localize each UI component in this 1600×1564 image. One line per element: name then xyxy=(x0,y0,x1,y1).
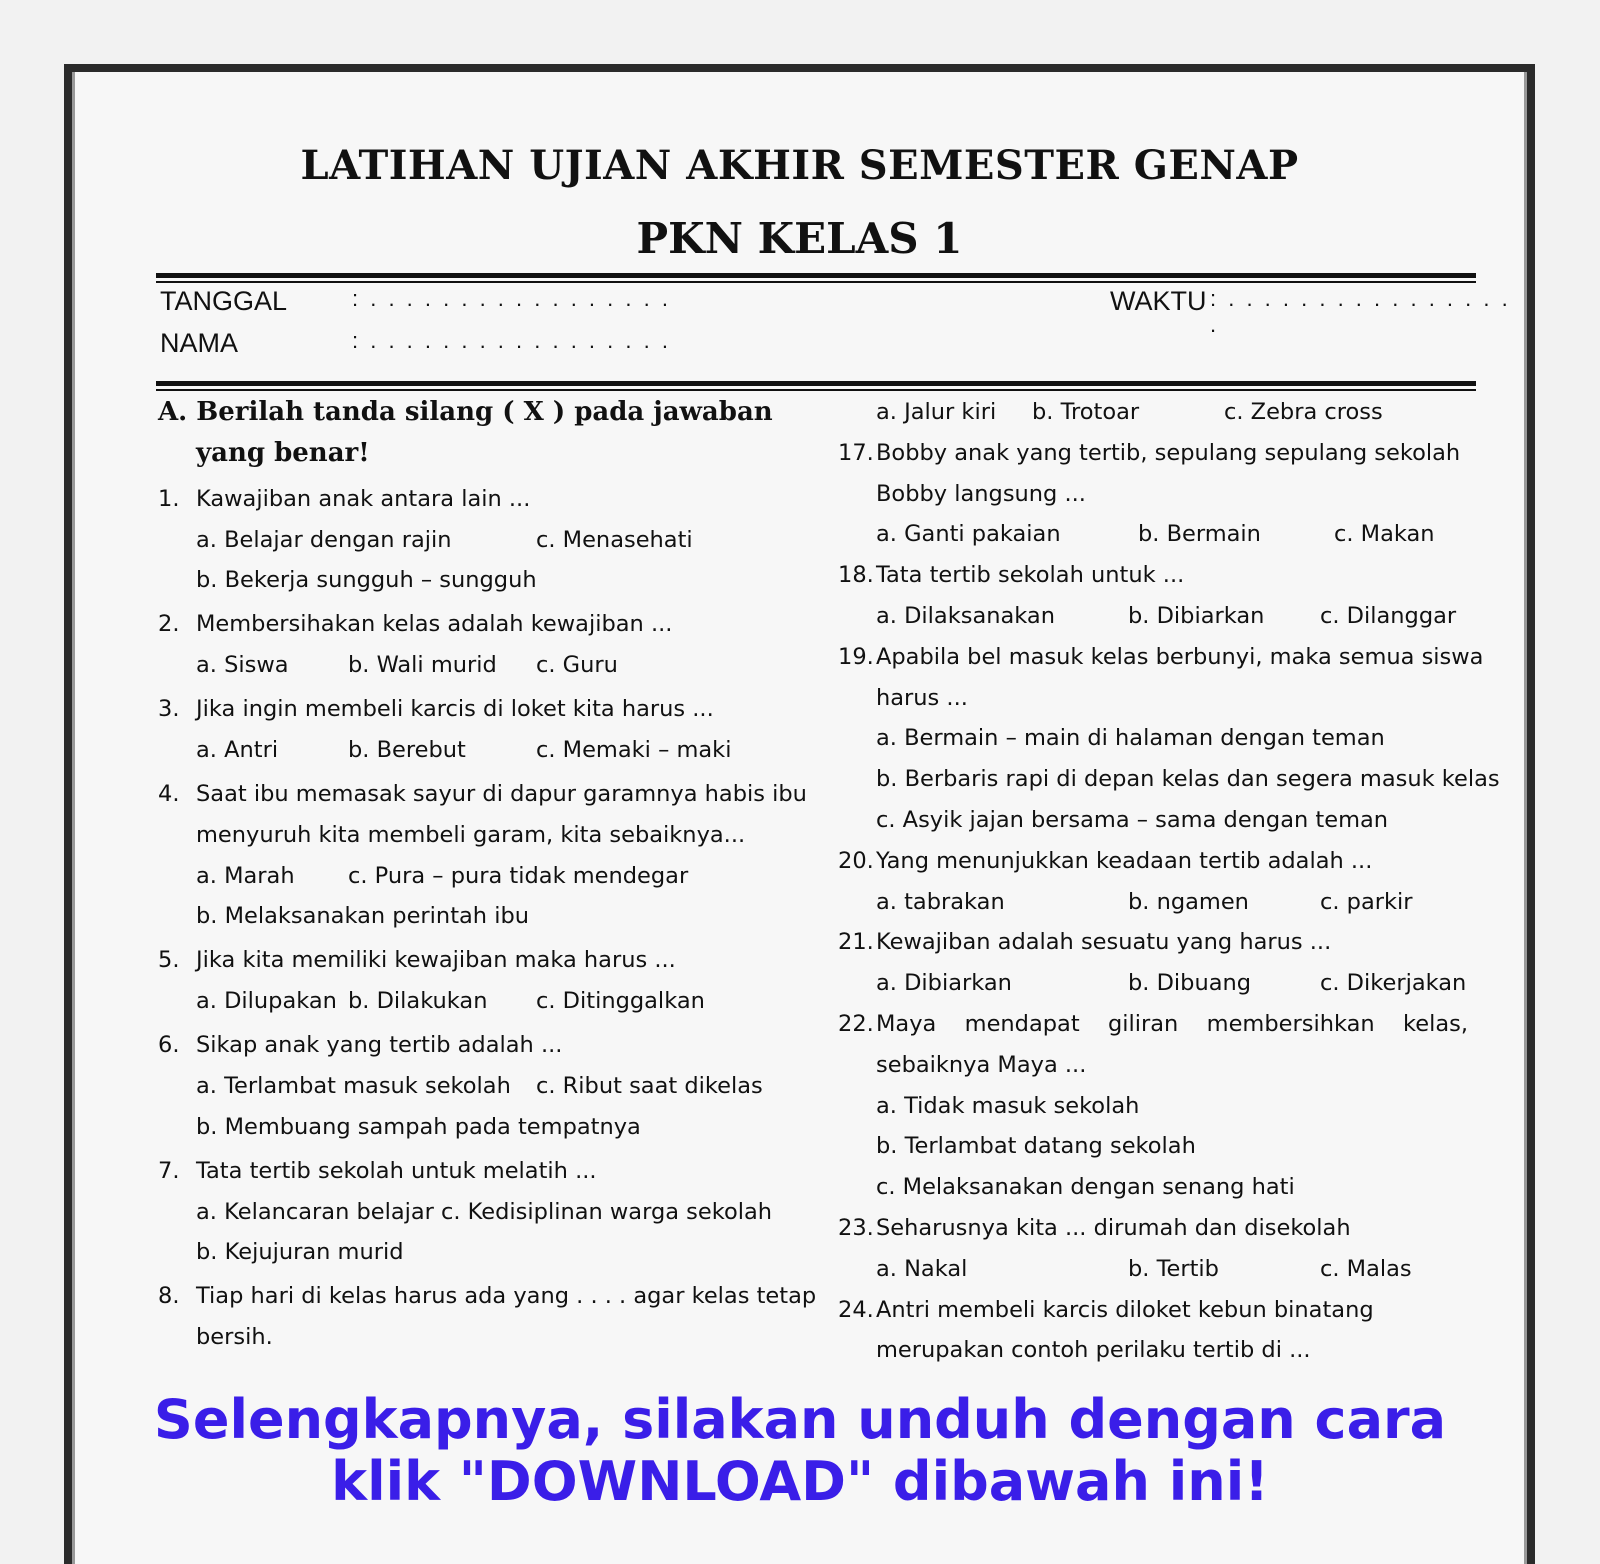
option[interactable]: b. Terlambat datang sekolah xyxy=(876,1133,1196,1160)
question-18-options xyxy=(838,596,1474,637)
option[interactable]: b. Trotoar xyxy=(1032,399,1140,425)
tanggal-field[interactable]: : . . . . . . . . . . . . . . . . . xyxy=(352,286,671,311)
question-17-line-2: Bobby langsung ... xyxy=(876,480,1086,507)
question-22-option-b xyxy=(838,1126,1474,1167)
exam-title: LATIHAN UJIAN AKHIR SEMESTER GENAP xyxy=(300,142,1299,189)
question-21-options xyxy=(838,963,1474,1004)
option[interactable]: b. Berbaris rapi di depan kelas dan segera masuk kelas xyxy=(876,766,1500,793)
question-4-line-2: menyuruh kita membeli garam, kita sebaiknya... xyxy=(196,821,746,848)
question-21: 21. Kewajiban adalah sesuatu yang harus ... xyxy=(838,929,1332,956)
option[interactable]: c. Asyik jajan bersama – sama dengan teman xyxy=(876,806,1389,833)
option[interactable]: a. Bermain – main di halaman dengan teman xyxy=(876,725,1385,752)
option[interactable]: b. Kejujuran murid xyxy=(196,1239,404,1266)
header-rule-top xyxy=(156,273,1476,278)
option[interactable]: b. Berebut xyxy=(348,736,466,763)
question-19-option-b xyxy=(838,759,1500,800)
option[interactable]: b. Bermain xyxy=(1138,521,1261,548)
header-rule-top-thin xyxy=(156,281,1476,283)
question-4-options xyxy=(158,856,798,897)
question-1: 1. Kawajiban anak antara lain ... xyxy=(158,485,531,512)
question-4-options-2 xyxy=(158,896,798,940)
option[interactable]: a. Ganti pakaian xyxy=(876,521,1061,548)
question-23-options xyxy=(838,1249,1474,1290)
header-rule-bottom-thin xyxy=(156,389,1476,391)
option[interactable]: a. Dilupakan xyxy=(196,988,337,1015)
question-22: 22. Maya mendapat giliran membersihkan kelas, xyxy=(838,1010,1468,1037)
question-17-options xyxy=(838,514,1474,555)
option[interactable]: b. ngamen xyxy=(1128,888,1249,915)
question-6: 6. Sikap anak yang tertib adalah ... xyxy=(158,1032,563,1059)
question-22-option-c xyxy=(838,1167,1474,1208)
option[interactable]: a. Nakal xyxy=(876,1255,968,1282)
option[interactable]: b. Tertib xyxy=(1128,1255,1219,1282)
option[interactable]: a. Jalur kiri xyxy=(876,399,997,425)
option[interactable]: b. Membuang sampah pada tempatnya xyxy=(196,1113,641,1140)
question-19-line-2: harus ... xyxy=(876,684,968,711)
option[interactable]: b. Dibuang xyxy=(1128,970,1252,997)
question-1-options-2 xyxy=(158,560,798,604)
option[interactable]: c. parkir xyxy=(1320,888,1413,915)
option[interactable]: c. Dilanggar xyxy=(1320,602,1457,629)
download-banner-line-1: Selengkapnya, silakan unduh dengan cara xyxy=(153,1388,1447,1451)
option[interactable]: c. Menasehati xyxy=(536,526,693,553)
option[interactable]: a. Tidak masuk sekolah xyxy=(876,1092,1140,1119)
option[interactable]: a. Belajar dengan rajin xyxy=(196,526,452,553)
question-2-options xyxy=(158,645,798,689)
question-7: 7. Tata tertib sekolah untuk melatih ... xyxy=(158,1157,597,1184)
nama-label: NAMA xyxy=(160,328,239,358)
download-banner-line-2[interactable]: klik "DOWNLOAD" dibawah ini! xyxy=(331,1450,1269,1513)
option[interactable]: c. Pura – pura tidak mendegar xyxy=(348,862,689,889)
option[interactable]: a. Siswa xyxy=(196,652,289,679)
option[interactable]: c. Melaksanakan dengan senang hati xyxy=(876,1174,1295,1201)
question-24: 24. Antri membeli karcis diloket kebun binatang xyxy=(838,1296,1374,1323)
option[interactable]: c. Makan xyxy=(1334,521,1435,548)
question-22-option-a xyxy=(838,1086,1474,1127)
option[interactable]: a. tabrakan xyxy=(876,888,1005,915)
option[interactable]: a. Marah xyxy=(196,862,295,889)
question-7-options xyxy=(158,1192,798,1233)
question-19-option-a xyxy=(838,718,1474,759)
option[interactable]: a. Kelancaran belajar xyxy=(196,1198,434,1225)
question-3: 3. Jika ingin membeli karcis di loket kita harus ... xyxy=(158,696,714,723)
section-a-instruction-2: yang benar! xyxy=(196,437,370,468)
option[interactable]: c. Dikerjakan xyxy=(1320,970,1467,997)
option[interactable]: b. Wali murid xyxy=(348,652,497,679)
question-3-options xyxy=(158,730,798,774)
option[interactable]: c. Ditinggalkan xyxy=(536,988,705,1015)
question-20-options xyxy=(838,882,1474,923)
question-19-option-c xyxy=(838,800,1474,841)
question-8-line-2: bersih. xyxy=(196,1324,273,1351)
question-5: 5. Jika kita memiliki kewajiban maka harus ... xyxy=(158,947,676,974)
question-7-options-2 xyxy=(158,1232,798,1276)
option[interactable]: c. Memaki – maki xyxy=(536,736,732,763)
question-19: 19. Apabila bel masuk kelas berbunyi, maka semua siswa xyxy=(838,643,1484,670)
question-17: 17. Bobby anak yang tertib, sepulang sepulang sekolah xyxy=(838,439,1461,466)
section-a-instruction: A. Berilah tanda silang ( X ) pada jawaban xyxy=(158,397,773,427)
waktu-field[interactable]: : . . . . . . . . . . . . . . . . . xyxy=(1210,286,1511,337)
question-1-options xyxy=(158,520,798,561)
option[interactable]: a. Dilaksanakan xyxy=(876,602,1055,629)
option[interactable]: a. Dibiarkan xyxy=(876,970,1012,997)
question-20: 20. Yang menunjukkan keadaan tertib adalah ... xyxy=(838,847,1373,874)
option[interactable]: c. Kedisiplinan warga sekolah xyxy=(441,1198,773,1225)
question-16-options xyxy=(838,392,1474,433)
option[interactable]: a. Antri xyxy=(196,736,279,763)
option[interactable]: c. Guru xyxy=(536,652,618,679)
question-8: 8. Tiap hari di kelas harus ada yang . . . . agar kelas tetap xyxy=(158,1283,817,1310)
option[interactable]: b. Dibiarkan xyxy=(1128,602,1265,629)
question-2: 2. Membersihakan kelas adalah kewajiban ... xyxy=(158,611,673,638)
option[interactable]: a. Terlambat masuk sekolah xyxy=(196,1072,511,1099)
option[interactable]: b. Melaksanakan perintah ibu xyxy=(196,903,530,930)
left-column xyxy=(158,392,817,1358)
waktu-label: WAKTU xyxy=(1110,286,1207,316)
option[interactable]: b. Bekerja sungguh – sungguh xyxy=(196,567,537,594)
question-4: 4. Saat ibu memasak sayur di dapur garamnya habis ibu xyxy=(158,780,807,807)
question-18: 18. Tata tertib sekolah untuk ... xyxy=(838,562,1185,589)
right-column xyxy=(838,392,1500,1371)
header-rule-bottom xyxy=(156,381,1476,386)
question-6-options-2 xyxy=(158,1107,798,1151)
nama-field[interactable]: : . . . . . . . . . . . . . . . . . xyxy=(352,328,671,353)
option[interactable]: c. Ribut saat dikelas xyxy=(536,1072,763,1099)
option[interactable]: c. Zebra cross xyxy=(1224,399,1383,425)
question-22-line-2: sebaiknya Maya ... xyxy=(876,1051,1087,1078)
question-5-options xyxy=(158,981,798,1025)
question-6-options xyxy=(158,1066,798,1107)
option[interactable]: b. Dilakukan xyxy=(348,988,488,1015)
option[interactable]: c. Malas xyxy=(1320,1255,1412,1282)
question-23: 23. Seharusnya kita ... dirumah dan disekolah xyxy=(838,1214,1351,1241)
tanggal-label: TANGGAL xyxy=(160,286,288,316)
question-24-line-2: merupakan contoh perilaku tertib di ... xyxy=(876,1337,1311,1364)
exam-subtitle: PKN KELAS 1 xyxy=(636,214,963,263)
